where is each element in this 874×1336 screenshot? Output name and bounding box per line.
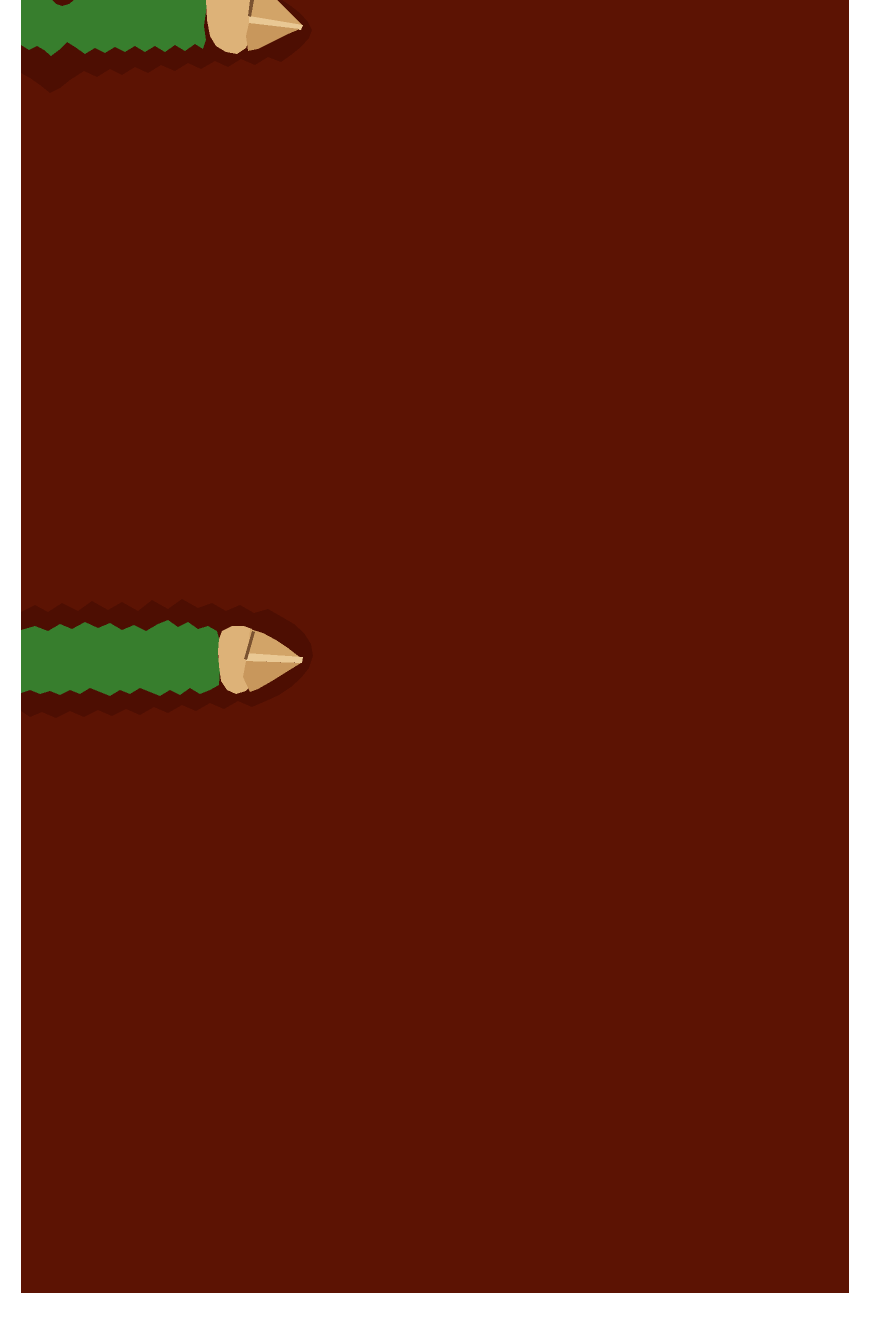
middle-object-green-body: [21, 620, 220, 696]
